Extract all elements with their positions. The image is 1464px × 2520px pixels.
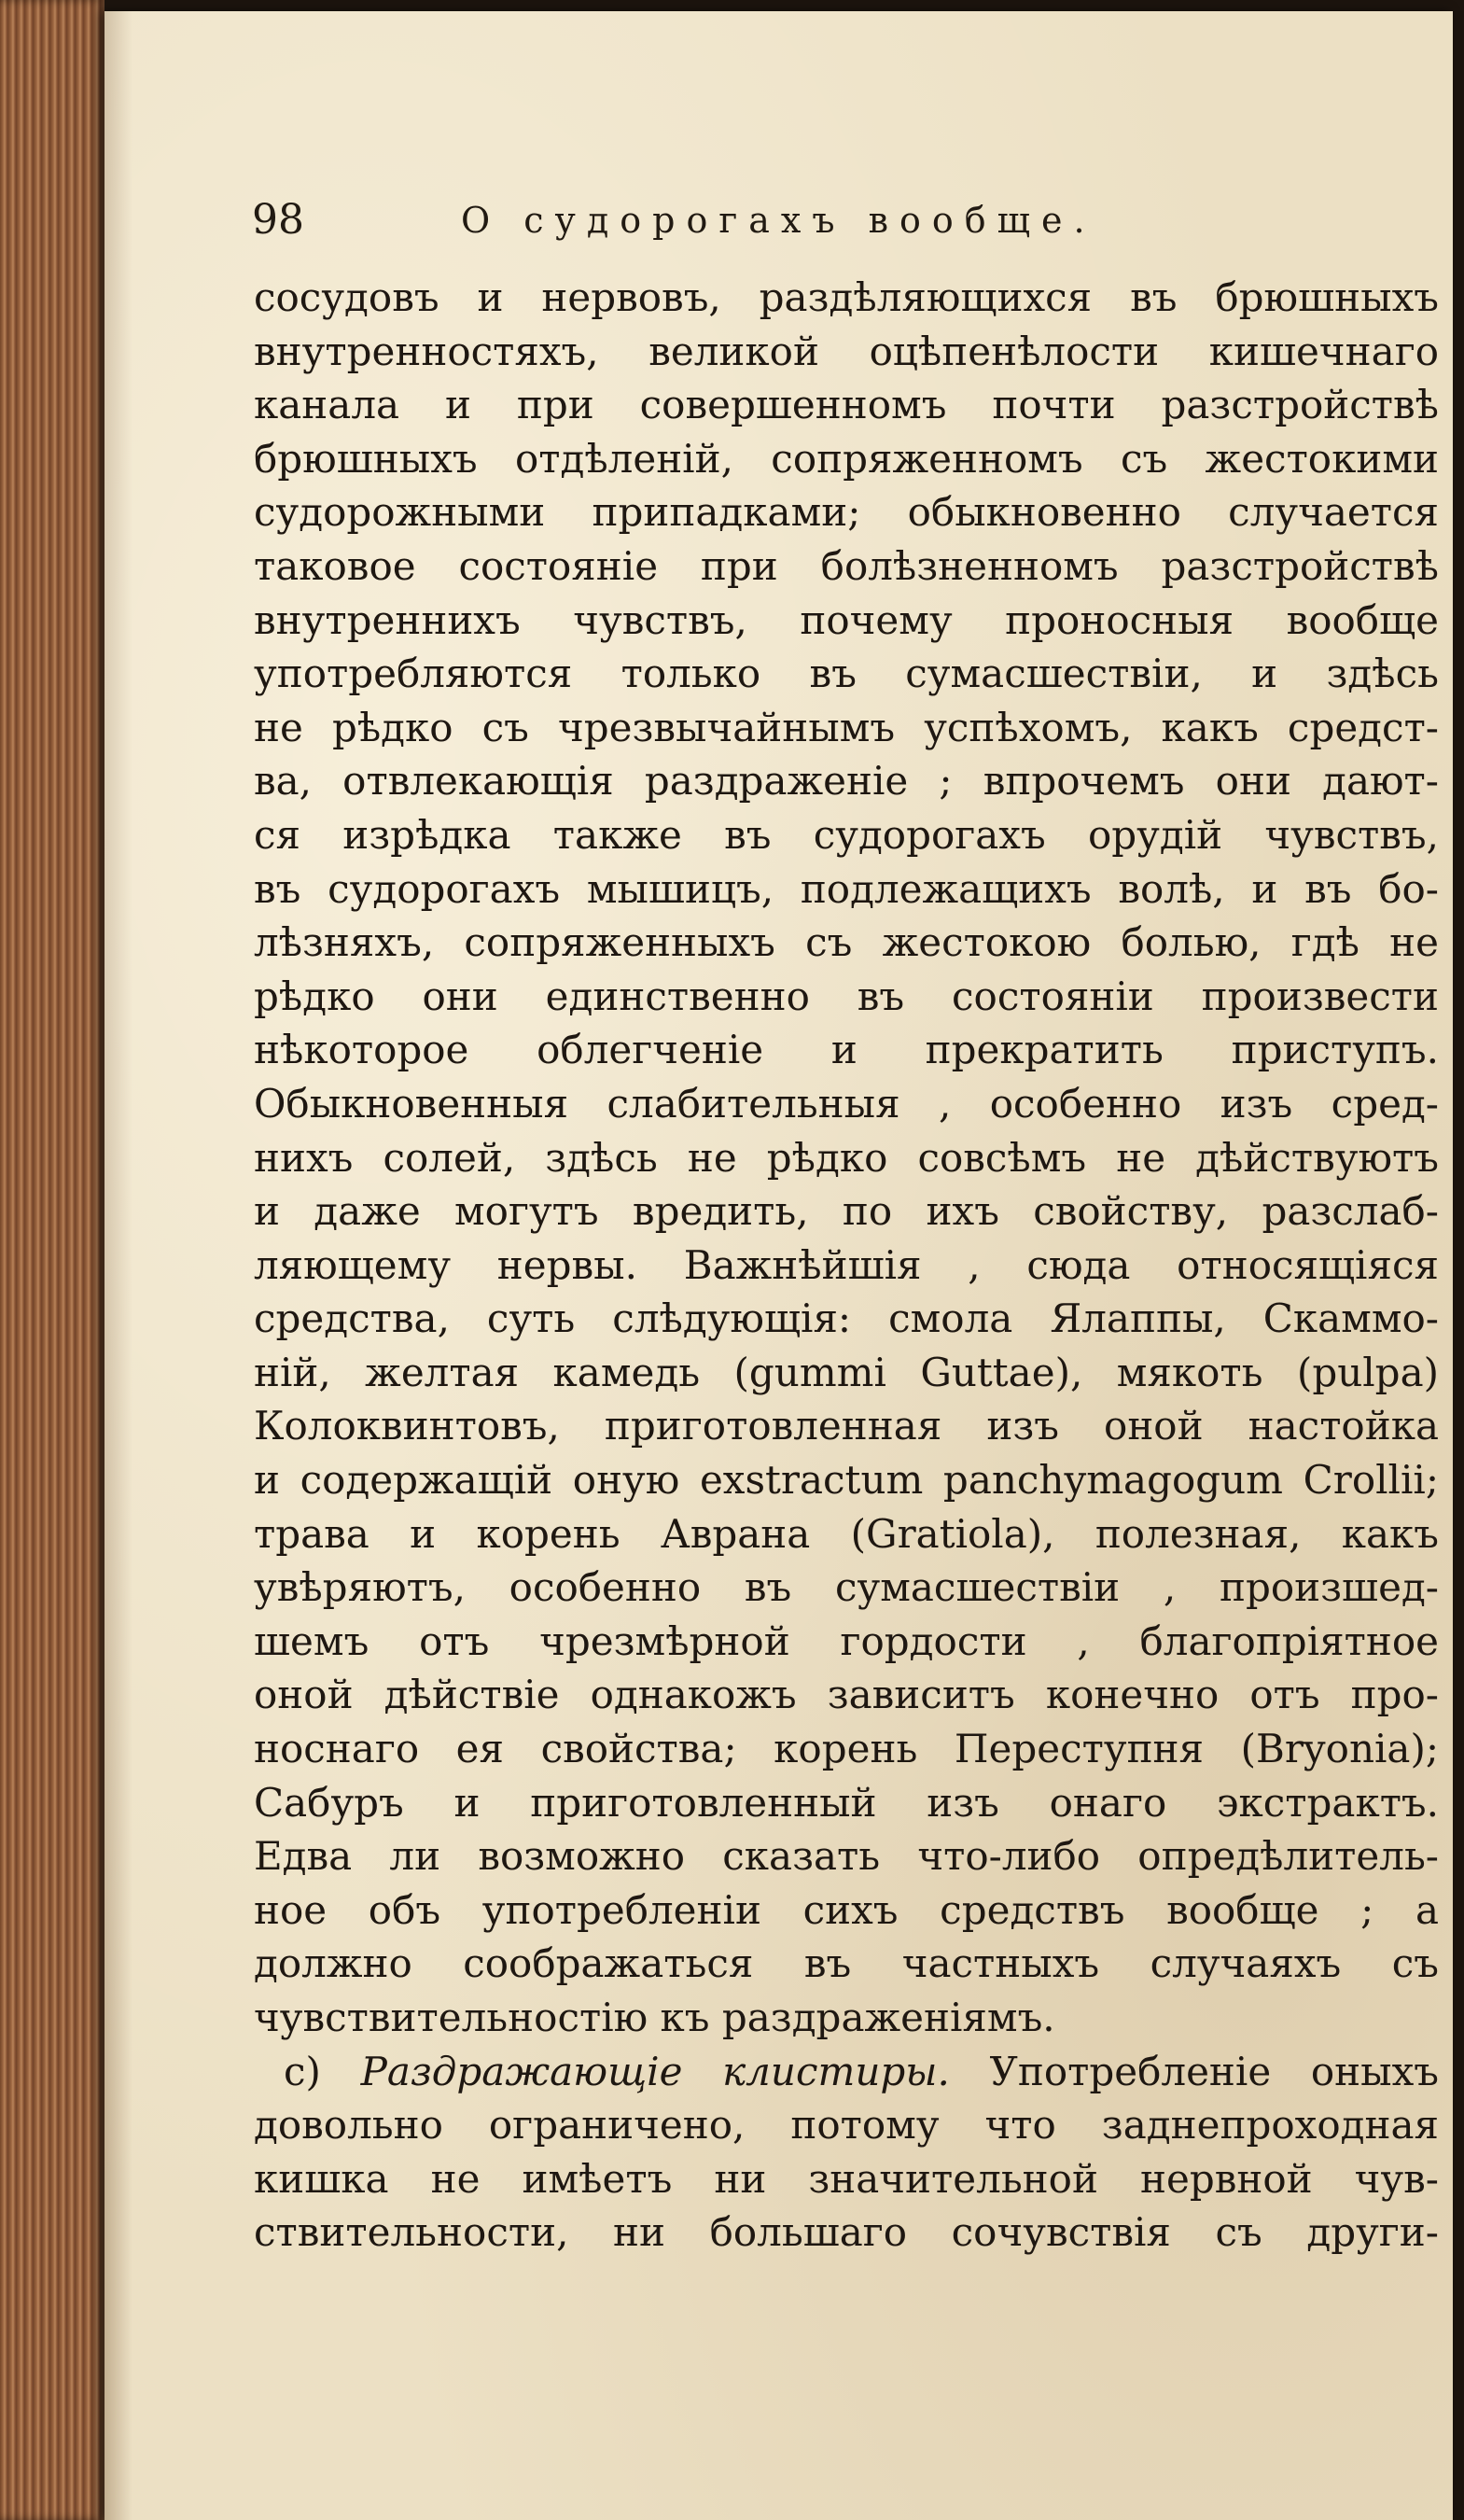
text-line: и даже могутъ вредить, по ихъ свойству, разслаб- (254, 1188, 1439, 1235)
text-line: нѣкоторое облегченіе и прекратить приступъ. (254, 1027, 1439, 1073)
text-line: канала и при совершенномъ почти разстройствѣ (254, 382, 1439, 428)
text-line: оной дѣйствіе однакожъ зависитъ конечно отъ про- (254, 1672, 1439, 1718)
text-line: употребляются только въ сумасшествіи, и здѣсь (254, 651, 1439, 697)
text-line: судорожными припадками; обыкновенно случается (254, 489, 1439, 536)
text-line: внутренностяхъ, великой оцѣпенѣлости кишечнаго (254, 328, 1439, 374)
text-line: брюшныхъ отдѣленій, сопряженномъ съ жестокими (254, 435, 1439, 482)
text-line: трава и корень Аврана (Gratiola), полезная, какъ (254, 1510, 1439, 1557)
section-c-first-line (254, 2045, 1439, 2099)
text-line: носнаго ея свойства; корень Переступня (Bryonia); (254, 1726, 1439, 1772)
text-line: ляющему нервы. Важнѣйшія , сюда относящіяся (254, 1241, 1439, 1288)
text-line: лѣзняхъ, сопряженныхъ съ жестокою болью, гдѣ не (254, 919, 1439, 966)
text-line: сосудовъ и нервовъ, раздѣляющихся въ брюшныхъ (254, 274, 1439, 320)
page-edges (0, 0, 105, 2520)
text-line: средства, суть слѣдующія: смола Ялаппы, Скаммо- (254, 1295, 1439, 1342)
text-line: ся изрѣдка также въ судорогахъ орудій чувствъ, (254, 811, 1439, 858)
text-line: чувствительностію къ раздраженіямъ. (254, 1995, 1055, 2040)
text-line: ное объ употребленіи сихъ средствъ вообще ; а (254, 1886, 1439, 1933)
text-line: рѣдко они единственно въ состояніи произвести (254, 973, 1439, 1019)
section-marker: c) (284, 2048, 321, 2094)
running-title: О судорогахъ вообще. (461, 200, 1096, 241)
text-line: внутреннихъ чувствъ, почему проносныя вообще (254, 596, 1439, 643)
text-line: таковое состояніе при болѣзненномъ разстройствѣ (254, 542, 1439, 589)
text-line: Колоквинтовъ, приготовленная изъ оной настойка (254, 1403, 1439, 1449)
text-line: и содержащій оную exstractum panchymagogum Crollii; (254, 1457, 1439, 1504)
text-line: Обыкновенныя слабительныя , особенно изъ сред- (254, 1080, 1439, 1127)
text-line: должно соображаться въ частныхъ случаяхъ съ (254, 1940, 1439, 1987)
body-text (254, 271, 1439, 2260)
text-line: ва, отвлекающія раздраженіе ; впрочемъ они дают- (254, 758, 1439, 805)
text-line: нихъ солей, здѣсь не рѣдко совсѣмъ не дѣйствуютъ (254, 1134, 1439, 1181)
text-line: довольно ограничено, потому что заднепроходная (254, 2102, 1439, 2149)
section-heading: Раздражающіе клистиры. (360, 2048, 950, 2094)
text-line: не рѣдко съ чрезвычайнымъ успѣхомъ, какъ средст- (254, 704, 1439, 750)
text-line: ствительности, ни большаго сочувствія съ други- (254, 2209, 1439, 2256)
text-line: Сабуръ и приготовленный изъ онаго экстрактъ. (254, 1779, 1439, 1826)
text-line: въ судорогахъ мышицъ, подлежащихъ волѣ, и въ бо- (254, 865, 1439, 912)
section-first-line-text: Употребленіе оныхъ (989, 2048, 1439, 2094)
text-line: ній, желтая камедь (gummi Guttae), мякоть (pulpa) (254, 1349, 1439, 1395)
running-head (252, 196, 1278, 261)
page-number: 98 (252, 196, 304, 244)
text-line: кишка не имѣетъ ни значительной нервной чув- (254, 2155, 1439, 2202)
text-line: Едва ли возможно сказать что-либо опредѣлитель- (254, 1833, 1439, 1880)
text-line: шемъ отъ чрезмѣрной гордости , благопріятное (254, 1617, 1439, 1664)
text-line: увѣряютъ, особенно въ сумасшествіи , произшед- (254, 1564, 1439, 1611)
